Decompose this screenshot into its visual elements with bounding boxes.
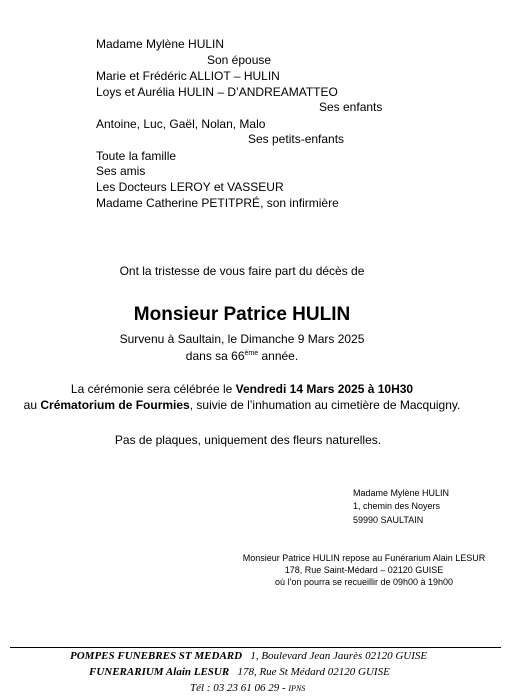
grandchildren-role: Ses petits-enfants <box>248 132 345 146</box>
footer-company-2: FUNERARIUM Alain LESUR <box>89 666 230 678</box>
wife-name: Madame Mylène HULIN <box>96 37 225 51</box>
contact-city: 59990 SAULTAIN <box>353 515 424 525</box>
grandchildren: Antoine, Luc, Gaël, Nolan, Malo <box>96 117 266 131</box>
footer-line-1 <box>70 650 427 663</box>
age-text <box>186 349 298 363</box>
children-role: Ses enfants <box>319 100 383 114</box>
rest-line-3: où l’on pourra se recueillir de 09h00 à 19h00 <box>274 577 454 587</box>
flowers-note: Pas de plaques, uniquement des fleurs naturelles. <box>114 433 382 447</box>
doctors: Les Docteurs LEROY et VASSEUR <box>96 180 284 194</box>
footer-ipns: IPNS <box>288 684 306 693</box>
child-2: Loys et Aurélia HULIN – D’ANDREAMATTEO <box>96 85 338 99</box>
ceremony-date: Vendredi 14 Mars 2025 à 10H30 <box>235 382 414 396</box>
child-1: Marie et Frédéric ALLIOT – HULIN <box>96 69 280 83</box>
ceremony-line <box>71 382 413 396</box>
deceased-name: Monsieur Patrice HULIN <box>133 304 351 325</box>
rest-line-1: Monsieur Patrice HULIN repose au Funérarium Alain LESUR <box>242 553 486 563</box>
footer-address-1: 1, Boulevard Jean Jaurès 02120 GUISE <box>250 650 428 662</box>
ceremony-place-prefix: au <box>23 398 41 412</box>
family-all: Toute la famille <box>96 149 177 163</box>
wife-role: Son épouse <box>207 53 272 67</box>
contact-street: 1, chemin des Noyers <box>353 501 441 511</box>
friends: Ses amis <box>96 164 146 178</box>
rest-line-2: 178, Rue Saint-Médard – 02120 GUISE <box>284 565 444 575</box>
contact-name: Madame Mylène HULIN <box>353 488 450 498</box>
footer-address-2: 178, Rue St Médard 02120 GUISE <box>237 666 390 678</box>
ceremony-place-line <box>24 398 461 412</box>
footer-divider <box>10 647 501 648</box>
nurse: Madame Catherine PETITPRÉ, son infirmière <box>96 196 339 210</box>
footer-line-2 <box>89 666 390 679</box>
passed-text: Survenu à Saultain, le Dimanche 9 Mars 2025 <box>119 332 365 346</box>
ceremony-prefix: La cérémonie sera célébrée le <box>70 382 236 396</box>
intro-text: Ont la tristesse de vous faire part du décès de <box>119 264 365 278</box>
footer-line-3 <box>190 682 305 695</box>
ceremony-place-suffix: , suivie de l’inhumation au cimetière de Macquigny. <box>189 398 461 412</box>
ceremony-place: Crématorium de Fourmies <box>40 398 190 412</box>
age-suffix: année. <box>258 349 299 363</box>
footer-company-1: POMPES FUNEBRES ST MEDARD <box>70 650 243 662</box>
age-sup: ème <box>244 350 259 357</box>
age-prefix: dans sa 66 <box>185 349 245 363</box>
footer-phone: Tél : 03 23 61 06 29 - <box>190 682 286 694</box>
